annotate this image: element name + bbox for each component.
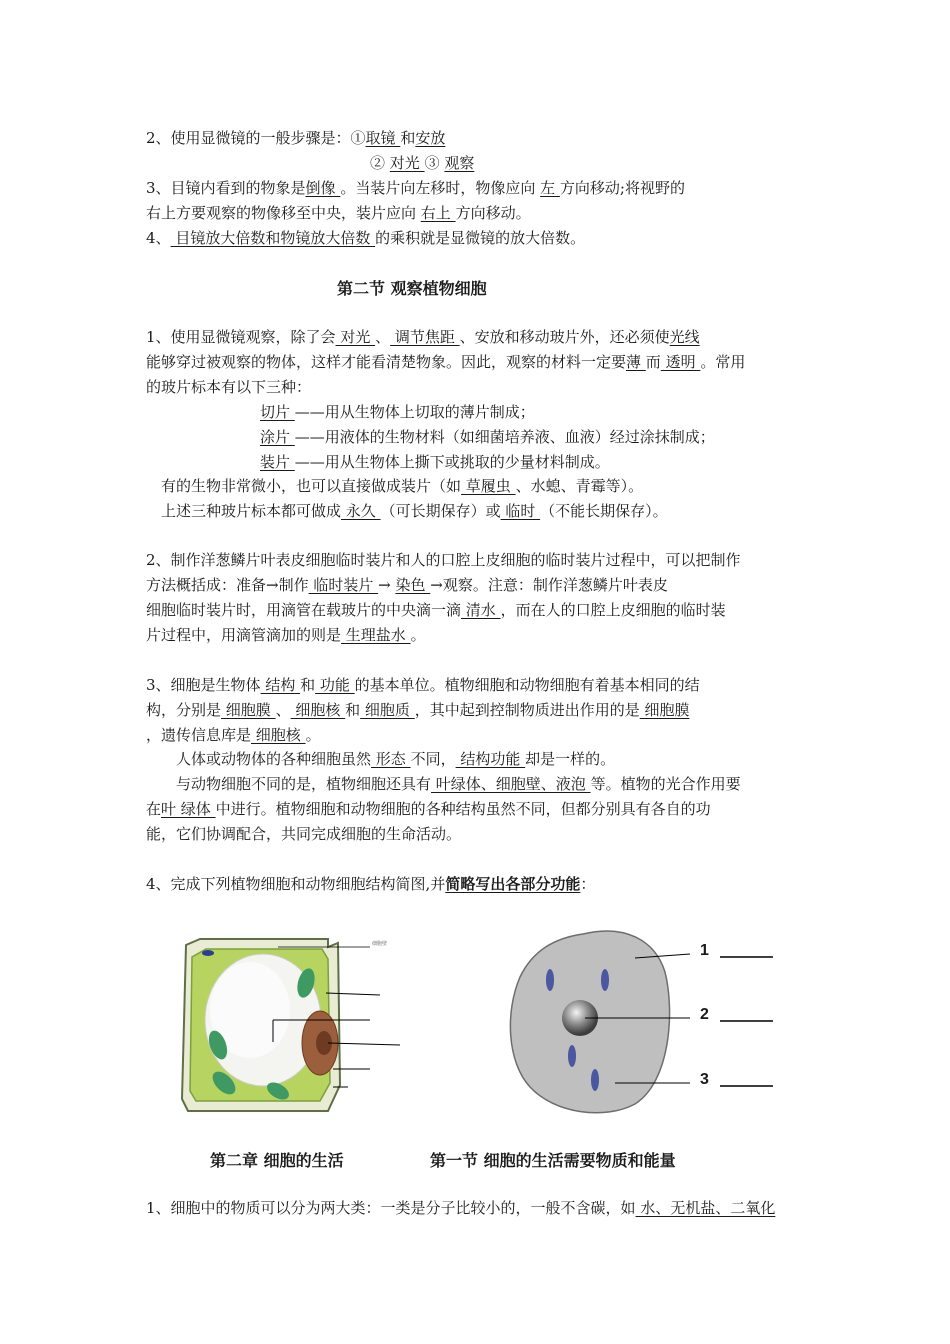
q2-line: 2、使用显微镜的一般步骤是：①取镜 和安放 <box>146 129 446 147</box>
p3-line-7: 能，它们协调配合，共同完成细胞的生命活动。 <box>146 825 462 843</box>
organelle <box>591 1069 599 1091</box>
p2-line-2: 方法概括成：准备→制作 临时装片 → 染色 →观察。注意：制作洋葱鳞片叶表皮 <box>146 576 668 594</box>
organelle <box>568 1045 576 1067</box>
organelle <box>546 969 554 991</box>
p1-line-8: 上述三种玻片标本都可做成 永久 （可长期保存）或 临时 （不能长期保存）。 <box>161 502 668 520</box>
q3-line-2: 右上方要观察的物像移至中央，装片应向 右上 方向移动。 <box>146 204 531 222</box>
p3-line-1: 3、细胞是生物体 结构 和 功能 的基本单位。植物细胞和动物细胞有着基本相同的结 <box>146 676 700 694</box>
label-2: 2 <box>700 1006 709 1023</box>
p3-line-3: ，遗传信息库是 细胞核 。 <box>146 726 321 744</box>
slide-type-2: 涂片 ——用液体的生物材料（如细菌培养液、血液）经过涂抹制成； <box>260 428 715 446</box>
plant-cell-diagram <box>178 925 410 1125</box>
p3-line-5: 与动物细胞不同的是，植物细胞还具有 叶绿体、细胞壁、液泡 等。植物的光合作用要 <box>176 775 741 793</box>
label-3: 3 <box>700 1071 709 1088</box>
q2-steps-line: ② 对光 ③ 观察 <box>370 154 475 172</box>
p3-line-2: 构，分别是 细胞膜 、 细胞核 和 细胞质 ，其中起到控制物质进出作用的是 细胞膜 <box>146 701 690 719</box>
p4-line: 4、完成下列植物细胞和动物细胞结构简图,并简略写出各部分功能： <box>146 875 596 893</box>
label-1: 1 <box>700 942 709 959</box>
chloroplast <box>202 950 214 956</box>
p3-line-6: 在叶 绿体 中进行。植物细胞和动物细胞的各种结构虽然不同，但都分别具有各自的功 <box>146 800 711 818</box>
last-line: 1、细胞中的物质可以分为两大类：一类是分子比较小的，一般不含碳，如 水、无机盐、二氧化 <box>146 1199 776 1217</box>
slide-type-3: 装片 ——用从生物体上撕下或挑取的少量材料制成。 <box>260 453 610 471</box>
slide-type-1: 切片 ——用从生物体上切取的薄片制成； <box>260 403 535 421</box>
cell-wall-caption: 细胞壁 <box>372 941 388 947</box>
chapter-title: 第二章 细胞的生活 <box>210 1151 344 1170</box>
p1-line-2: 能够穿过被观察的物体，这样才能看清楚物象。因此，观察的材料一定要薄 而 透明 。常用 <box>146 353 746 371</box>
section-2-title: 第二节 观察植物细胞 <box>337 279 487 298</box>
p1-line-1: 1、使用显微镜观察，除了会 对光 、 调节焦距 、安放和移动玻片外，还必须使光线 <box>146 328 700 346</box>
section-1-title: 第一节 细胞的生活需要物质和能量 <box>430 1151 676 1170</box>
p3-line-4: 人体或动物体的各种细胞虽然 形态 不同， 结构功能 却是一样的。 <box>176 750 616 768</box>
p2-line-1: 2、制作洋葱鳞片叶表皮细胞临时装片和人的口腔上皮细胞的临时装片过程中，可以把制作 <box>146 551 741 569</box>
q4-line: 4、 目镜放大倍数和物镜放大倍数 的乘积就是显微镜的放大倍数。 <box>146 229 586 247</box>
animal-cell-diagram <box>505 922 795 1122</box>
p1-line-7: 有的生物非常微小，也可以直接做成装片（如 草履虫 、水螅、青霉等）。 <box>161 477 644 495</box>
q3-line-1: 3、目镜内看到的物象是倒像 。当装片向左移时，物像应向 左 方向移动;将视野的 <box>146 179 685 197</box>
p2-line-4: 片过程中，用滴管滴加的则是 生理盐水 。 <box>146 626 426 644</box>
organelle <box>601 969 609 991</box>
p1-line-3: 的玻片标本有以下三种： <box>146 378 312 396</box>
p2-line-3: 细胞临时装片时，用滴管在载玻片的中央滴一滴 清水 ，而在人的口腔上皮细胞的临时装 <box>146 601 726 619</box>
